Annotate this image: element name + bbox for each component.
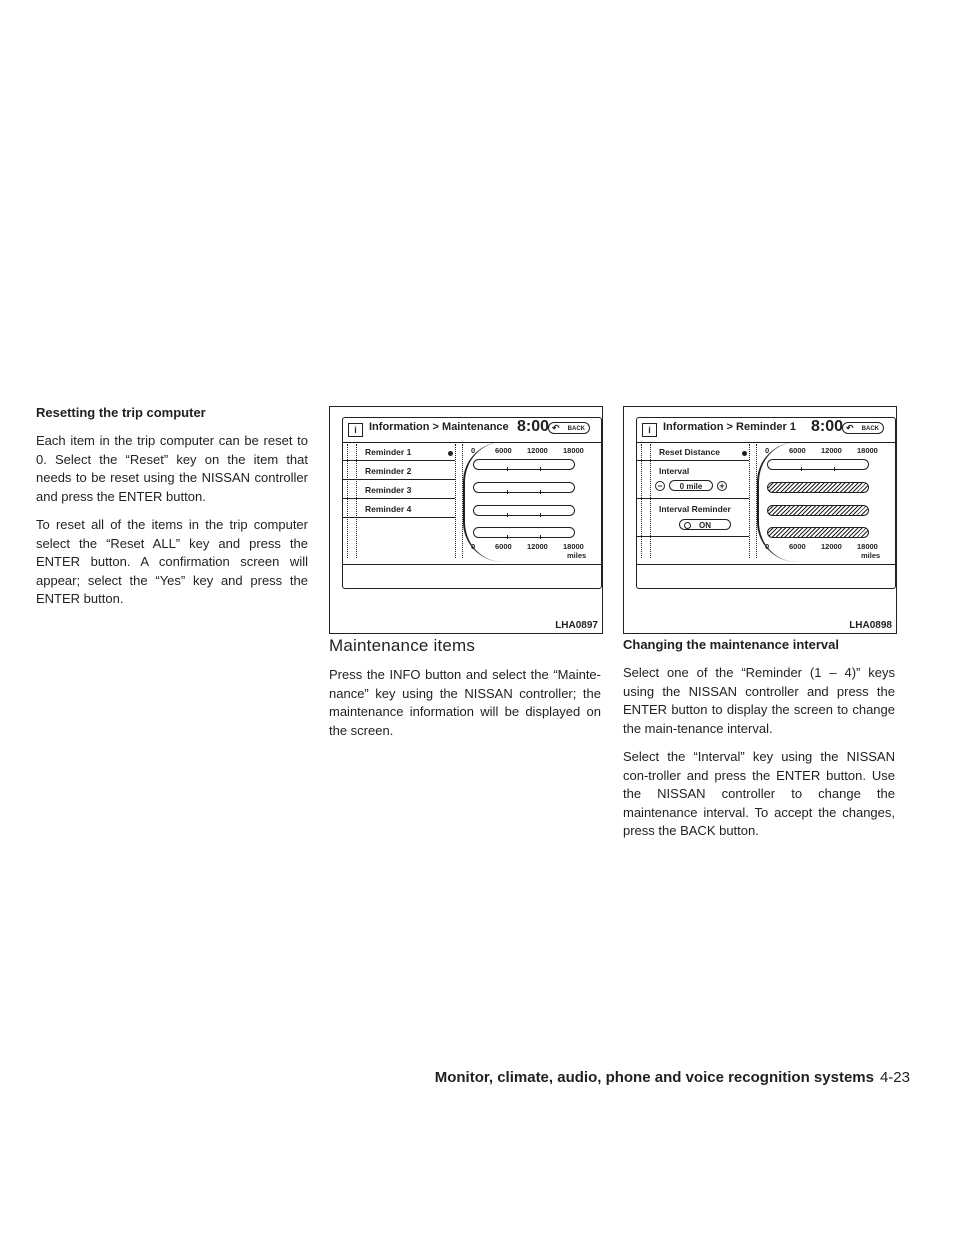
reminder-2-bar	[473, 482, 575, 493]
scale-top-0: 0	[765, 446, 770, 455]
paragraph: To reset all of the items in the trip computer select the “Reset ALL” key and press the ENTER button. A confirmation screen will appear; select the “Yes” key and press the ENTER button.	[36, 517, 308, 606]
figure-code: LHA0898	[849, 620, 892, 631]
selection-cursor-icon	[742, 451, 747, 456]
reset-distance-label: Reset Distance	[659, 447, 720, 457]
screen-bottom-divider	[637, 564, 895, 565]
scale-top-18000: 18000	[857, 446, 878, 455]
interval-label: Interval	[659, 466, 690, 476]
minus-icon[interactable]: −	[655, 481, 665, 491]
page-footer	[435, 1069, 910, 1086]
left-column	[36, 404, 308, 619]
scale-top-0: 0	[471, 446, 476, 455]
scroll-track-right	[749, 444, 757, 558]
scale-bottom-0: 0	[471, 542, 476, 551]
tick	[801, 467, 802, 471]
reminder-toggle[interactable]	[679, 519, 731, 530]
scale-top-12000: 12000	[527, 446, 548, 455]
tick	[834, 467, 835, 471]
scale-bottom-18000: 18000	[563, 542, 584, 551]
interval-bar	[767, 527, 869, 538]
reminder-4-bar	[473, 527, 575, 538]
tick	[507, 467, 508, 471]
screen-title: Information > Maintenance	[369, 421, 509, 433]
figure-maintenance-screen	[329, 406, 603, 634]
section-heading: Changing the maintenance interval	[623, 637, 839, 652]
section-title: Maintenance items	[329, 636, 476, 655]
interval-reminder-row[interactable]	[637, 499, 749, 537]
reminder-value: ON	[699, 521, 711, 530]
back-button[interactable]	[548, 422, 590, 434]
unit-label: miles	[861, 551, 881, 560]
back-label: BACK	[567, 426, 585, 432]
list-item-label: Reminder 3	[365, 485, 412, 495]
tick	[540, 467, 541, 471]
scroll-track-right	[455, 444, 463, 558]
selection-cursor-icon	[448, 451, 453, 456]
back-button[interactable]	[842, 422, 884, 434]
settings-list	[637, 442, 749, 558]
info-icon: i	[348, 423, 363, 437]
unit-label: miles	[567, 551, 587, 560]
reminder-1-bar	[473, 459, 575, 470]
interval-value: 0 mile	[669, 480, 713, 491]
footer-title: Monitor, climate, audio, phone and voice recognition systems	[434, 1069, 874, 1086]
plus-icon[interactable]: +	[717, 481, 727, 491]
list-item-reminder-2[interactable]	[343, 461, 455, 480]
scale-top-6000: 6000	[789, 446, 806, 455]
list-item-label: Reminder 2	[365, 466, 412, 476]
clock: 8:00	[811, 418, 844, 435]
screen-bottom-divider	[343, 564, 601, 565]
interval-bar	[767, 482, 869, 493]
list-item-reminder-1[interactable]	[343, 442, 455, 461]
back-arrow-icon: ↶	[552, 423, 560, 433]
tick	[507, 490, 508, 494]
reminder-list	[343, 442, 455, 558]
list-item-label: Reminder 4	[365, 504, 412, 514]
scale-bottom-6000: 6000	[495, 542, 512, 551]
scale-top-12000: 12000	[821, 446, 842, 455]
screen-title: Information > Reminder 1	[663, 421, 796, 433]
scale-top-6000: 6000	[495, 446, 512, 455]
paragraph: Select one of the “Reminder (1 – 4)” keys using the NISSAN controller and press the ENTER button to display the screen to change the main-tenance interval.	[623, 665, 895, 736]
middle-column	[329, 636, 601, 750]
back-label: BACK	[861, 426, 879, 432]
scale-bottom-18000: 18000	[857, 542, 878, 551]
scale-bottom-0: 0	[765, 542, 770, 551]
section-heading: Resetting the trip computer	[36, 405, 206, 420]
figure-reminder-screen	[623, 406, 897, 634]
scale-top-18000: 18000	[563, 446, 584, 455]
page-number: 4-23	[879, 1069, 910, 1086]
right-column	[623, 636, 895, 851]
paragraph: Select the “Interval” key using the NISSAN con-troller and press the ENTER button. Use the NISSAN controller to change the maintenance interval. To accept the changes, press the BACK button.	[623, 749, 895, 838]
radio-icon	[684, 522, 691, 529]
reminder-3-bar	[473, 505, 575, 516]
interval-reminder-label: Interval Reminder	[659, 504, 731, 514]
screen-header	[343, 418, 601, 443]
tick	[540, 535, 541, 539]
reset-distance-row[interactable]	[637, 442, 749, 461]
tick	[540, 490, 541, 494]
list-item-label: Reminder 1	[365, 447, 412, 457]
paragraph: Each item in the trip computer can be reset to 0. Select the “Reset” key on the item that needs to be reset using the NISSAN controller and press the ENTER button.	[36, 433, 308, 504]
tick	[507, 513, 508, 517]
back-arrow-icon: ↶	[846, 423, 854, 433]
screen-header	[637, 418, 895, 443]
figure-code: LHA0897	[555, 620, 598, 631]
display-screen	[636, 417, 896, 589]
reset-distance-bar	[767, 459, 869, 470]
interval-bar	[767, 505, 869, 516]
tick	[540, 513, 541, 517]
scale-bottom-6000: 6000	[789, 542, 806, 551]
tick	[507, 535, 508, 539]
interval-row[interactable]	[637, 461, 749, 499]
clock: 8:00	[517, 418, 550, 435]
display-screen	[342, 417, 602, 589]
paragraph: Press the INFO button and select the “Mainte-nance” key using the NISSAN controller; the maintenance information will be displayed on the screen.	[329, 667, 601, 738]
info-icon: i	[642, 423, 657, 437]
scale-bottom-12000: 12000	[527, 542, 548, 551]
scale-bottom-12000: 12000	[821, 542, 842, 551]
list-item-reminder-3[interactable]	[343, 480, 455, 499]
list-item-reminder-4[interactable]	[343, 499, 455, 518]
